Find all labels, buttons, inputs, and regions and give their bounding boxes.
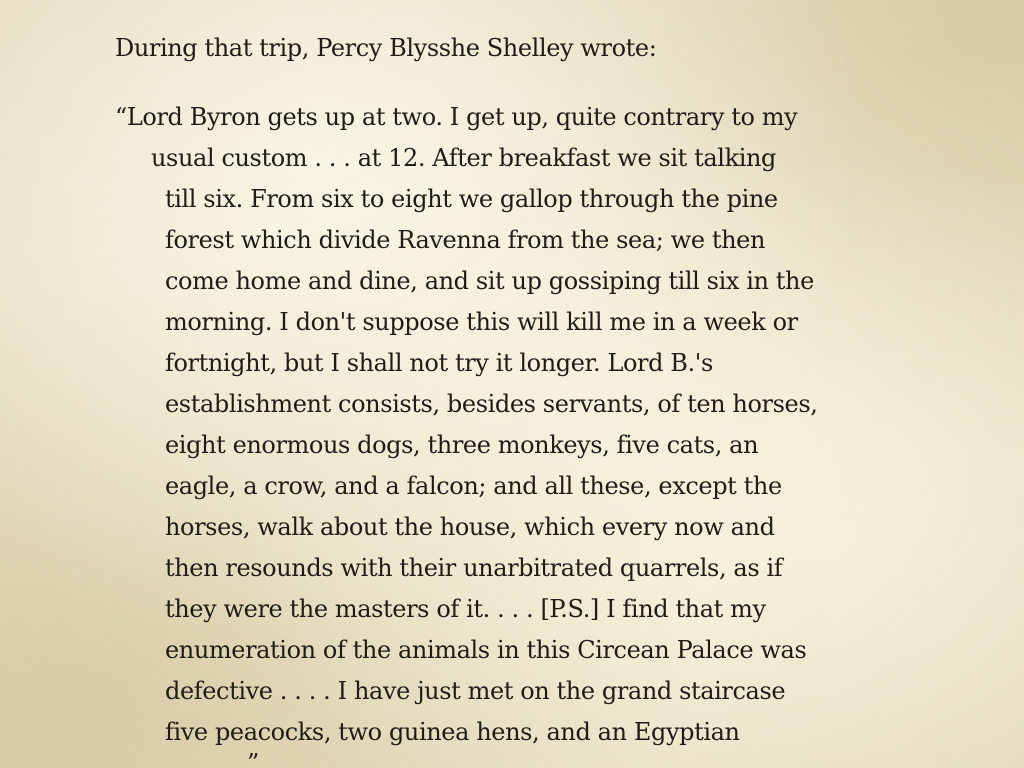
quote-line: morning. I don't suppose this will kill me in a week or — [165, 308, 798, 336]
quote-line: defective . . . . I have just met on the grand staircase — [165, 677, 786, 705]
quote-line: fortnight, but I shall not try it longer. Lord B.'s — [165, 349, 713, 377]
quote-line: five peacocks, two guinea hens, and an Egyptian — [165, 718, 740, 746]
quote-line: establishment consists, besides servants, of ten horses, — [165, 390, 818, 418]
quote-line: forest which divide Ravenna from the sea; we then — [165, 226, 766, 254]
quote-line: eight enormous dogs, three monkeys, five cats, an — [165, 431, 759, 459]
quote-line: usual custom . . . at 12. After breakfast we sit talking — [151, 144, 777, 172]
quote-line: then resounds with their unarbitrated quarrels, as if — [165, 554, 783, 582]
intro-text: During that trip, Percy Blysshe Shelley wrote: — [115, 34, 657, 62]
quote-line: they were the masters of it. . . . [P.S.] I find that my — [165, 595, 766, 623]
quote-line: enumeration of the animals in this Circean Palace was — [165, 636, 807, 664]
quote-line: eagle, a crow, and a falcon; and all these, except the — [165, 472, 782, 500]
closing-quote-mark: ” — [247, 749, 259, 768]
quote-line: “Lord Byron gets up at two. I get up, quite contrary to my — [115, 103, 798, 131]
quote-line: till six. From six to eight we gallop through the pine — [165, 185, 778, 213]
shelley-quote — [115, 97, 995, 768]
quote-line: come home and dine, and sit up gossiping till six in the — [165, 267, 814, 295]
quote-line: horses, walk about the house, which every now and — [165, 513, 775, 541]
